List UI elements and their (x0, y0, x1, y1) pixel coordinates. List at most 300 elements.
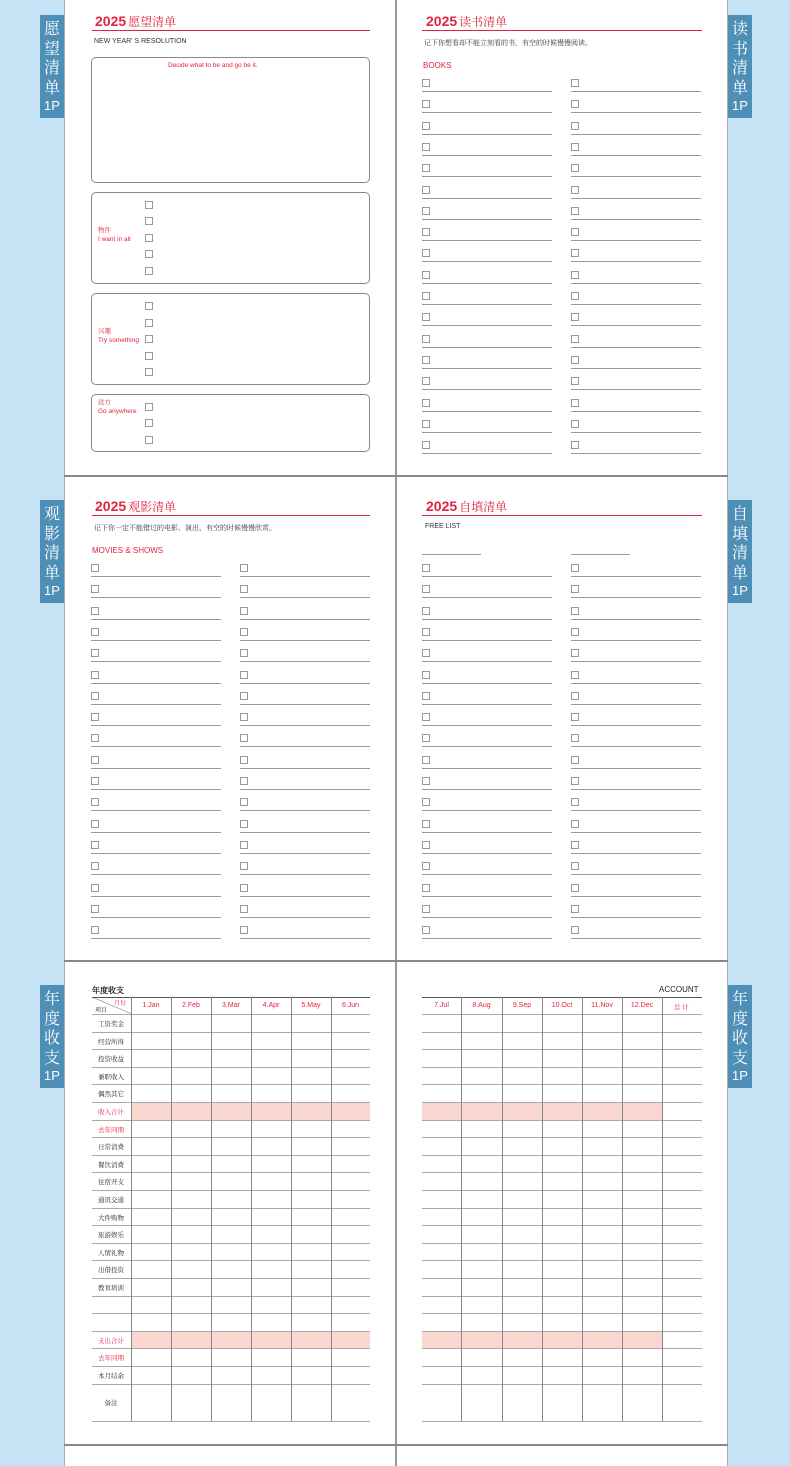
free-heading-line[interactable] (422, 554, 481, 555)
checkbox[interactable] (240, 756, 248, 764)
tab-char: 清 (43, 543, 60, 562)
checkbox[interactable] (422, 884, 430, 892)
checkbox[interactable] (91, 777, 99, 785)
checkbox[interactable] (571, 228, 579, 236)
checkbox[interactable] (571, 249, 579, 257)
write-line[interactable] (422, 432, 552, 433)
checkbox[interactable] (422, 926, 430, 934)
checkbox[interactable] (240, 841, 248, 849)
write-line[interactable] (91, 853, 221, 854)
checkbox[interactable] (422, 756, 430, 764)
checkbox[interactable] (422, 734, 430, 742)
checkbox[interactable] (571, 820, 579, 828)
checkbox[interactable] (571, 649, 579, 657)
write-line[interactable] (91, 789, 221, 790)
row-line (92, 1421, 370, 1422)
row-line (422, 1366, 702, 1367)
ledger-title: 年度收支 (92, 986, 124, 995)
items-label-en: I want in all (98, 236, 131, 243)
checkbox[interactable] (571, 862, 579, 870)
checkbox[interactable] (145, 267, 153, 275)
checkbox[interactable] (422, 335, 430, 343)
write-line[interactable] (240, 640, 370, 641)
row-line (422, 1120, 702, 1121)
checkbox[interactable] (91, 564, 99, 572)
write-line[interactable] (422, 453, 552, 454)
write-line[interactable] (91, 746, 221, 747)
checkbox[interactable] (422, 585, 430, 593)
row-label: 偶然其它 (98, 1091, 124, 1099)
write-line[interactable] (571, 661, 701, 662)
write-line[interactable] (240, 725, 370, 726)
checkbox[interactable] (422, 441, 430, 449)
books-section: BOOKS (423, 61, 452, 70)
write-line[interactable] (91, 576, 221, 577)
write-line[interactable] (91, 896, 221, 897)
write-line[interactable] (571, 725, 701, 726)
write-line[interactable] (571, 619, 701, 620)
title-text: 读书清单 (459, 15, 508, 29)
checkbox[interactable] (422, 79, 430, 87)
column-line (331, 997, 332, 1421)
checkbox[interactable] (571, 207, 579, 215)
checkbox[interactable] (571, 100, 579, 108)
write-line[interactable] (571, 896, 701, 897)
checkbox[interactable] (240, 734, 248, 742)
row-line (422, 1190, 702, 1191)
checkbox[interactable] (571, 585, 579, 593)
checkbox[interactable] (145, 319, 153, 327)
checkbox[interactable] (422, 607, 430, 615)
checkbox[interactable] (571, 377, 579, 385)
checkbox[interactable] (240, 564, 248, 572)
checkbox[interactable] (571, 399, 579, 407)
write-line[interactable] (91, 832, 221, 833)
write-line[interactable] (571, 832, 701, 833)
corner-month: 月份 (114, 1001, 127, 1007)
checkbox[interactable] (145, 217, 153, 225)
write-line[interactable] (571, 198, 701, 199)
write-line[interactable] (240, 874, 370, 875)
write-line[interactable] (571, 597, 701, 598)
checkbox[interactable] (571, 164, 579, 172)
write-line[interactable] (422, 704, 552, 705)
write-line[interactable] (240, 661, 370, 662)
far-label (98, 398, 137, 416)
checkbox[interactable] (571, 713, 579, 721)
checkbox[interactable] (91, 607, 99, 615)
items-label-cn: 物件 (98, 227, 111, 234)
title-rule (422, 30, 702, 31)
checkbox[interactable] (422, 186, 430, 194)
write-line[interactable] (240, 704, 370, 705)
checkbox[interactable] (91, 692, 99, 700)
checkbox[interactable] (422, 820, 430, 828)
write-line[interactable] (571, 938, 701, 939)
write-line[interactable] (422, 597, 552, 598)
row-line (92, 1049, 370, 1050)
write-line[interactable] (571, 261, 701, 262)
row-line (422, 1032, 702, 1033)
checkbox[interactable] (240, 862, 248, 870)
write-line[interactable] (91, 704, 221, 705)
side-tab-ledger-right[interactable] (728, 985, 752, 1088)
checkbox[interactable] (91, 628, 99, 636)
gutter-line (395, 0, 397, 1466)
write-line[interactable] (422, 155, 552, 156)
write-line[interactable] (571, 240, 701, 241)
write-line[interactable] (422, 368, 552, 369)
write-line[interactable] (422, 853, 552, 854)
movies-subtitle: 记下你一定不能错过的电影、演出，有空的时候慢慢欣赏。 (94, 525, 276, 532)
write-line[interactable] (91, 810, 221, 811)
write-line[interactable] (571, 874, 701, 875)
checkbox[interactable] (422, 143, 430, 151)
checkbox[interactable] (422, 377, 430, 385)
write-line[interactable] (91, 661, 221, 662)
write-line[interactable] (422, 683, 552, 684)
checkbox[interactable] (91, 905, 99, 913)
checkbox[interactable] (422, 671, 430, 679)
checkbox[interactable] (422, 841, 430, 849)
tab-char: 收 (43, 1028, 60, 1047)
checkbox[interactable] (571, 356, 579, 364)
row-line (422, 1278, 702, 1279)
write-line[interactable] (91, 874, 221, 875)
checkbox[interactable] (571, 79, 579, 87)
checkbox[interactable] (91, 671, 99, 679)
checkbox[interactable] (571, 271, 579, 279)
write-line[interactable] (240, 683, 370, 684)
checkbox[interactable] (571, 692, 579, 700)
write-line[interactable] (571, 917, 701, 918)
write-line[interactable] (240, 619, 370, 620)
write-line[interactable] (422, 304, 552, 305)
checkbox[interactable] (91, 926, 99, 934)
checkbox[interactable] (571, 671, 579, 679)
write-line[interactable] (422, 134, 552, 135)
write-line[interactable] (422, 746, 552, 747)
checkbox[interactable] (571, 441, 579, 449)
row-line (92, 1014, 370, 1015)
checkbox[interactable] (571, 734, 579, 742)
write-line[interactable] (422, 917, 552, 918)
checkbox[interactable] (422, 420, 430, 428)
checkbox[interactable] (240, 692, 248, 700)
checkbox[interactable] (571, 313, 579, 321)
write-line[interactable] (571, 219, 701, 220)
page-title-free (426, 498, 507, 515)
write-line[interactable] (571, 283, 701, 284)
checkbox[interactable] (145, 250, 153, 258)
checkbox[interactable] (240, 926, 248, 934)
write-line[interactable] (91, 768, 221, 769)
write-line[interactable] (422, 411, 552, 412)
month-header: 1.Jan (142, 1002, 160, 1009)
write-line[interactable] (91, 725, 221, 726)
total-header: 总 计 (674, 1004, 689, 1011)
checkbox[interactable] (145, 234, 153, 242)
tab-page: 1P (44, 583, 60, 598)
write-line[interactable] (422, 389, 552, 390)
checkbox[interactable] (422, 292, 430, 300)
write-line[interactable] (571, 640, 701, 641)
checkbox[interactable] (422, 249, 430, 257)
month-header: 12.Dec (630, 1002, 654, 1009)
write-line[interactable] (422, 261, 552, 262)
tab-char: 清 (43, 58, 60, 77)
checkbox[interactable] (422, 100, 430, 108)
checkbox[interactable] (422, 713, 430, 721)
checkbox[interactable] (571, 564, 579, 572)
write-line[interactable] (422, 112, 552, 113)
checkbox[interactable] (571, 420, 579, 428)
checkbox[interactable] (422, 905, 430, 913)
interest-label-en: Try something (98, 337, 139, 344)
wish-subtitle: NEW YEAR' S RESOLUTION (94, 38, 187, 45)
write-line[interactable] (240, 768, 370, 769)
row-line (92, 1067, 370, 1068)
title-rule (92, 515, 370, 516)
side-tab-ledger-left[interactable] (40, 985, 64, 1088)
write-line[interactable] (240, 789, 370, 790)
checkbox[interactable] (240, 777, 248, 785)
write-line[interactable] (240, 597, 370, 598)
write-line[interactable] (571, 683, 701, 684)
write-line[interactable] (422, 240, 552, 241)
row-line (422, 1384, 702, 1385)
checkbox[interactable] (240, 884, 248, 892)
checkbox[interactable] (422, 356, 430, 364)
checkbox[interactable] (571, 122, 579, 130)
checkbox[interactable] (91, 713, 99, 721)
write-line[interactable] (571, 453, 701, 454)
column-line (542, 997, 543, 1421)
write-line[interactable] (91, 938, 221, 939)
write-line[interactable] (422, 576, 552, 577)
checkbox[interactable] (240, 713, 248, 721)
row-line (92, 1120, 370, 1121)
checkbox[interactable] (91, 756, 99, 764)
checkbox[interactable] (91, 585, 99, 593)
side-tab-free[interactable] (728, 500, 752, 603)
write-line[interactable] (422, 661, 552, 662)
corner-item: 项目 (95, 1008, 108, 1014)
write-line[interactable] (240, 832, 370, 833)
checkbox[interactable] (422, 649, 430, 657)
checkbox[interactable] (240, 585, 248, 593)
write-line[interactable] (571, 789, 701, 790)
write-line[interactable] (240, 576, 370, 577)
checkbox[interactable] (91, 884, 99, 892)
write-line[interactable] (571, 112, 701, 113)
checkbox[interactable] (571, 756, 579, 764)
checkbox[interactable] (91, 798, 99, 806)
page-title-books (426, 13, 507, 30)
checkbox[interactable] (91, 734, 99, 742)
write-line[interactable] (240, 853, 370, 854)
write-line[interactable] (571, 325, 701, 326)
page-title-wish (95, 13, 176, 30)
write-line[interactable] (422, 347, 552, 348)
checkbox[interactable] (240, 905, 248, 913)
write-line[interactable] (571, 134, 701, 135)
write-line[interactable] (422, 725, 552, 726)
write-line[interactable] (571, 155, 701, 156)
row-line (92, 1384, 370, 1385)
checkbox[interactable] (422, 271, 430, 279)
checkbox[interactable] (240, 671, 248, 679)
tab-char: 支 (43, 1047, 60, 1067)
checkbox[interactable] (422, 564, 430, 572)
page-title-movies (95, 498, 176, 515)
write-line[interactable] (422, 325, 552, 326)
write-line[interactable] (422, 896, 552, 897)
checkbox[interactable] (145, 368, 153, 376)
checkbox[interactable] (145, 335, 153, 343)
column-line (662, 997, 663, 1421)
resolution-box[interactable] (91, 57, 370, 183)
checkbox[interactable] (422, 692, 430, 700)
write-line[interactable] (571, 411, 701, 412)
title-text: 自填清单 (459, 500, 508, 514)
checkbox[interactable] (571, 777, 579, 785)
checkbox[interactable] (571, 884, 579, 892)
tab-page: 1P (732, 583, 748, 598)
checkbox[interactable] (422, 122, 430, 130)
write-line[interactable] (91, 917, 221, 918)
write-line[interactable] (91, 683, 221, 684)
write-line[interactable] (422, 283, 552, 284)
header-line (422, 997, 702, 998)
write-line[interactable] (422, 176, 552, 177)
write-line[interactable] (571, 810, 701, 811)
side-tab-wish[interactable] (40, 15, 64, 118)
write-line[interactable] (422, 619, 552, 620)
month-header: 2.Feb (182, 1002, 200, 1009)
checkbox[interactable] (422, 777, 430, 785)
checkbox[interactable] (422, 628, 430, 636)
checkbox[interactable] (422, 207, 430, 215)
checkbox[interactable] (145, 352, 153, 360)
checkbox[interactable] (240, 628, 248, 636)
month-header: 9.Sep (512, 1002, 532, 1009)
checkbox[interactable] (422, 862, 430, 870)
checkbox[interactable] (422, 399, 430, 407)
row-line (92, 1296, 370, 1297)
write-line[interactable] (240, 938, 370, 939)
checkbox[interactable] (91, 820, 99, 828)
write-line[interactable] (571, 768, 701, 769)
write-line[interactable] (571, 347, 701, 348)
spread-separator (64, 475, 728, 477)
write-line[interactable] (571, 746, 701, 747)
checkbox[interactable] (145, 302, 153, 310)
checkbox[interactable] (240, 798, 248, 806)
checkbox[interactable] (422, 228, 430, 236)
write-line[interactable] (422, 938, 552, 939)
ledger-account: ACCOUNT (659, 985, 699, 994)
write-line[interactable] (571, 304, 701, 305)
checkbox[interactable] (571, 292, 579, 300)
write-line[interactable] (571, 389, 701, 390)
checkbox[interactable] (240, 820, 248, 828)
write-line[interactable] (240, 917, 370, 918)
write-line[interactable] (91, 640, 221, 641)
column-line (582, 997, 583, 1421)
checkbox[interactable] (571, 607, 579, 615)
side-tab-movies[interactable] (40, 500, 64, 603)
write-line[interactable] (422, 810, 552, 811)
row-label: 旅游娱乐 (98, 1232, 124, 1240)
corner-diagonal (92, 997, 132, 1014)
write-line[interactable] (571, 853, 701, 854)
column-line (171, 997, 172, 1421)
write-line[interactable] (422, 219, 552, 220)
row-label: 通讯交通 (98, 1197, 124, 1204)
row-line (92, 1137, 370, 1138)
write-line[interactable] (571, 91, 701, 92)
checkbox[interactable] (91, 841, 99, 849)
free-heading-line[interactable] (571, 554, 630, 555)
tab-page: 1P (44, 1068, 60, 1083)
write-line[interactable] (422, 768, 552, 769)
write-line[interactable] (571, 576, 701, 577)
side-tab-books[interactable] (728, 15, 752, 118)
checkbox[interactable] (571, 143, 579, 151)
checkbox[interactable] (571, 926, 579, 934)
checkbox[interactable] (91, 862, 99, 870)
write-line[interactable] (422, 198, 552, 199)
write-line[interactable] (240, 896, 370, 897)
write-line[interactable] (422, 874, 552, 875)
checkbox[interactable] (145, 403, 153, 411)
checkbox[interactable] (240, 649, 248, 657)
write-line[interactable] (91, 597, 221, 598)
write-line[interactable] (422, 832, 552, 833)
write-line[interactable] (91, 619, 221, 620)
write-line[interactable] (422, 640, 552, 641)
checkbox[interactable] (422, 164, 430, 172)
write-line[interactable] (422, 91, 552, 92)
checkbox[interactable] (240, 607, 248, 615)
write-line[interactable] (571, 368, 701, 369)
checkbox[interactable] (422, 798, 430, 806)
checkbox[interactable] (145, 201, 153, 209)
write-line[interactable] (422, 789, 552, 790)
checkbox[interactable] (571, 841, 579, 849)
write-line[interactable] (571, 432, 701, 433)
interest-label-cn: 兴趣 (98, 328, 111, 335)
tab-char: 清 (731, 543, 748, 562)
write-line[interactable] (571, 176, 701, 177)
checkbox[interactable] (422, 313, 430, 321)
checkbox[interactable] (91, 649, 99, 657)
books-subtitle: 记下你想看却不能立刻看的书，有空的时候慢慢阅读。 (424, 40, 592, 47)
checkbox[interactable] (571, 335, 579, 343)
write-line[interactable] (571, 704, 701, 705)
checkbox[interactable] (145, 419, 153, 427)
checkbox[interactable] (571, 905, 579, 913)
checkbox[interactable] (145, 436, 153, 444)
month-header: 10.Oct (551, 1002, 573, 1009)
month-header: 4.Apr (262, 1002, 280, 1009)
checkbox[interactable] (571, 628, 579, 636)
write-line[interactable] (240, 810, 370, 811)
checkbox[interactable] (571, 798, 579, 806)
checkbox[interactable] (571, 186, 579, 194)
write-line[interactable] (240, 746, 370, 747)
